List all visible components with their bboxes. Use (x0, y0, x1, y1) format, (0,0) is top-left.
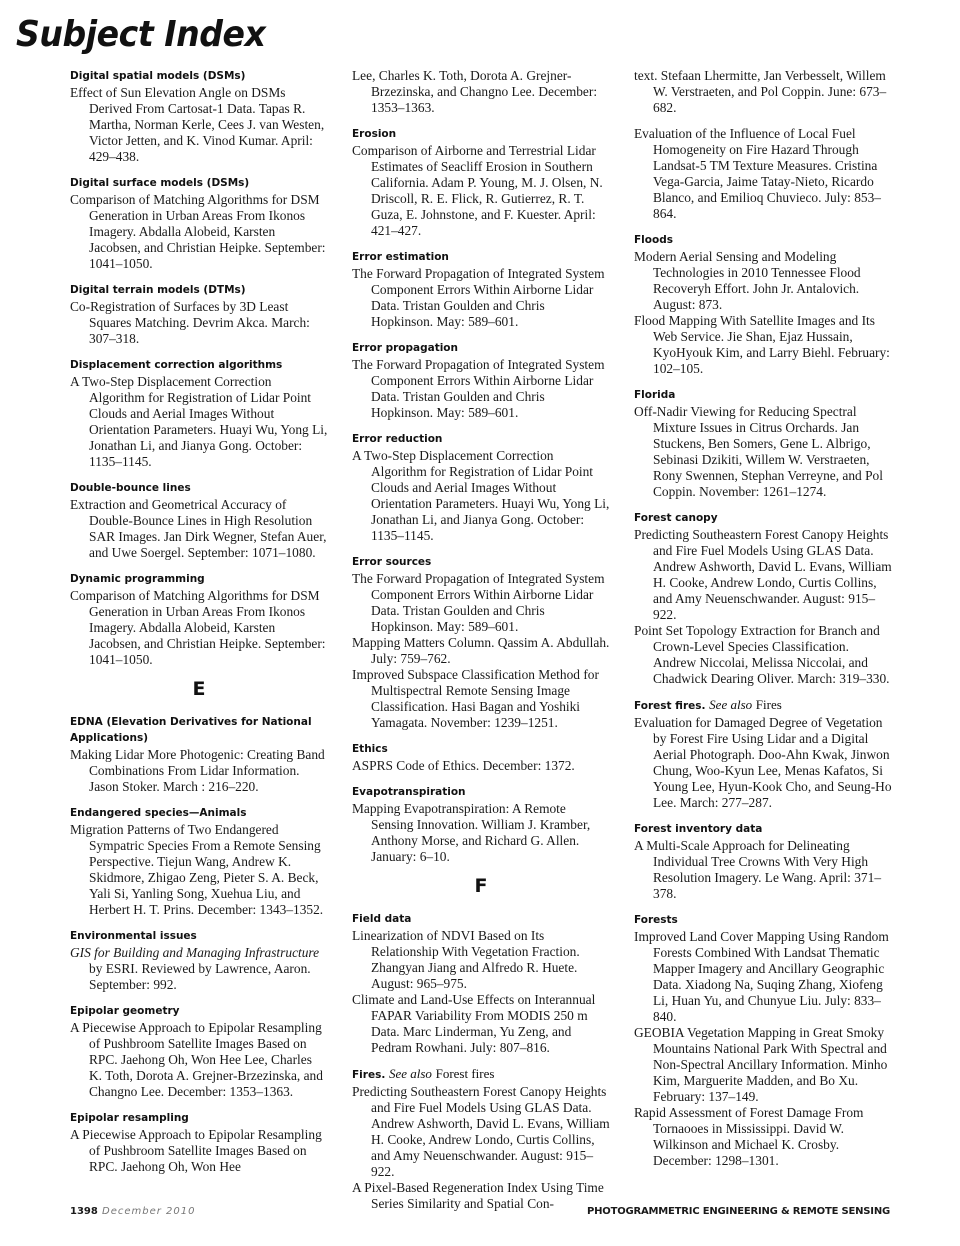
heading-text: Forests (634, 914, 678, 926)
index-entry (70, 805, 328, 918)
heading-text: Digital surface models (DSMs) (70, 177, 250, 189)
citation-title-italic: GIS for Building and Managing Infrastructure (70, 945, 320, 960)
citation: Mapping Matters Column. Qassim A. Abdullah. July: 759–762. (352, 635, 610, 666)
citation: Flood Mapping With Satellite Images and Its Web Service. Jie Shan, Ejaz Hussain, KyoHyouk Kim, and Larry Biehl. February: 102–105. (634, 313, 890, 376)
entry-heading (352, 1066, 610, 1083)
citation: Extraction and Geometrical Accuracy of Double-Bounce Lines in High Resolution SAR Images. Jan Dirk Wegner, Stefan Auer, and Uwe Soergel. September: 1071–1080. (70, 497, 327, 560)
citation: A Two-Step Displacement Correction Algorithm for Registration of Lidar Point Clouds and Aerial Images Without Orientation Parameters. Huayi Wu, Yong Li, Jonathan Li, and Jianya Gong. October: 1135–1145. (352, 448, 610, 543)
index-entry (70, 282, 328, 347)
citation: Evaluation of the Influence of Local Fuel Homogeneity on Fire Hazard Through Landsat-5 TM Texture Measures. Cristina Vega-Garcia, Jaime Tatay-Nieto, Ricardo Blanco, and Emilioq Chuvieco. July: 853–864. (634, 126, 881, 221)
heading-text: Field data (352, 913, 412, 925)
heading-text: Florida (634, 389, 676, 401)
issue-date: December 2010 (102, 1206, 196, 1217)
entry-heading (634, 821, 892, 837)
citation: Lee, Charles K. Toth, Dorota A. Grejner-Brzezinska, and Changno Lee. December: 1353–1363. (352, 68, 598, 115)
heading-text: Evapotranspiration (352, 786, 466, 798)
citation: Linearization of NDVI Based on Its Relationship With Vegetation Fraction. Zhangyan Jiang and Alfredo R. Huete. August: 965–975. (352, 928, 580, 991)
citation: A Multi-Scale Approach for Delineating Individual Tree Crowns With Very High Resolution Imagery. Le Wang. April: 371–378. (634, 838, 882, 901)
heading-text: Forest canopy (634, 512, 718, 524)
entry-heading (70, 480, 328, 496)
index-entry (352, 554, 610, 731)
heading-text: Forest inventory data (634, 823, 763, 835)
citation: A Two-Step Displacement Correction Algorithm for Registration of Lidar Point Clouds and Aerial Images Without Orientation Parameters. Huayi Wu, Yong Li, Jonathan Li, and Jianya Gong. October: 1135–1145. (70, 374, 328, 469)
citation: A Piecewise Approach to Epipolar Resampling of Pushbroom Satellite Images Based on RPC. Jaehong Oh, Won Hee (70, 1127, 322, 1174)
heading-text: Error sources (352, 556, 432, 568)
index-entry (70, 714, 328, 795)
see-also-reference: Forest fires (435, 1066, 495, 1081)
index-entry (352, 784, 610, 865)
index-entry (634, 387, 892, 500)
heading-text: Error reduction (352, 433, 443, 445)
heading-text: Dynamic programming (70, 573, 205, 585)
entry-heading (70, 357, 328, 373)
citation: Improved Subspace Classification Method for Multispectral Remote Sensing Image Classification. Hasi Bagan and Yoshiki Yamagata. November: 1239–1251. (352, 667, 599, 730)
see-also-reference: Fires (755, 697, 782, 712)
entry-heading (70, 571, 328, 587)
index-entry (352, 431, 610, 544)
heading-text: Displacement correction algorithms (70, 359, 283, 371)
citation: Comparison of Matching Algorithms for DSM Generation in Urban Areas From Ikonos Imagery. Abdalla Alobeid, Karsten Jacobsen, and Christian Heipke. September: 1041–1050. (70, 192, 326, 271)
citation: A Piecewise Approach to Epipolar Resampling of Pushbroom Satellite Images Based on RPC. Jaehong Oh, Won Hee Lee, Charles K. Toth, Dorota A. Grejner-Brzezinska, and Changno Lee. December: 1353–1363. (70, 1020, 323, 1099)
index-column-1 (70, 68, 328, 1185)
citation: Comparison of Matching Algorithms for DSM Generation in Urban Areas From Ikonos Imagery. Abdalla Alobeid, Karsten Jacobsen, and Christian Heipke. September: 1041–1050. (70, 588, 326, 667)
index-entry-continued (634, 126, 892, 222)
heading-text: Epipolar geometry (70, 1005, 180, 1017)
index-entry (352, 249, 610, 330)
entry-heading (352, 911, 610, 927)
index-entry-continued (352, 68, 610, 116)
citation: Effect of Sun Elevation Angle on DSMs Derived From Cartosat-1 Data. Tapas R. Martha, Norman Kerle, Cees J. van Westen, Victor Jetten, and K. Vinod Kumar. April: 429–438. (70, 85, 325, 164)
index-entry (634, 912, 892, 1169)
index-entry (352, 126, 610, 239)
index-entry (70, 1003, 328, 1100)
citation: Co-Registration of Surfaces by 3D Least Squares Matching. Devrim Akca. March: 307–318. (70, 299, 310, 346)
citation: Off-Nadir Viewing for Reducing Spectral Mixture Issues in Citrus Orchards. Jan Stuckens, Ben Somers, Gene L. Albrigo, Sebinasi Dzikiti, Willem W. Verstraeten, Rony Swennen, Stephan Verreyne, and Pol Coppin. November: 1261–1274. (634, 404, 883, 499)
entry-heading (352, 784, 610, 800)
heading-text: Endangered species—Animals (70, 807, 247, 819)
index-entry (352, 911, 610, 1056)
entry-heading (352, 340, 610, 356)
page-footer (70, 1206, 890, 1222)
entry-heading (352, 741, 610, 757)
heading-text: Digital terrain models (DTMs) (70, 284, 246, 296)
index-entry (70, 480, 328, 561)
heading-text: Error estimation (352, 251, 449, 263)
citation: Point Set Topology Extraction for Branch and Crown-Level Species Classification. Andrew Niccolai, Melissa Niccolai, and Chadwick Dearing Oliver. March: 319–330. (634, 623, 890, 686)
entry-heading (352, 249, 610, 265)
heading-text: Fires. (352, 1069, 386, 1081)
entry-heading (352, 554, 610, 570)
citation: GEOBIA Vegetation Mapping in Great Smoky Mountains National Park With Spectral and Non-Spectral Ancillary Information. Minho Kim, Marguerite Madden, and Bo Xu. February: 137–149. (634, 1025, 888, 1104)
citation: Evaluation for Damaged Degree of Vegetation by Forest Fire Using Lidar and a Digital Aerial Photograph. Doo-Ahn Kwak, Jinwon Chung, Woo-Kyun Lee, Menas Kafatos, Si Young Lee, Hyun-Kook Cho, and Seung-Ho Lee. March: 277–287. (634, 715, 892, 810)
entry-heading (70, 928, 328, 944)
heading-text: Forest fires. (634, 700, 706, 712)
entry-heading (634, 697, 892, 714)
entry-heading (352, 126, 610, 142)
citation: Rapid Assessment of Forest Damage From Tornaooes in Mississippi. David W. Wilkinson and Michael K. Crosby. December: 1298–1301. (634, 1105, 864, 1168)
citation: The Forward Propagation of Integrated System Component Errors Within Airborne Lidar Data. Tristan Goulden and Chris Hopkinson. May: 589–601. (352, 357, 605, 420)
index-entry (352, 741, 610, 774)
citation: Making Lidar More Photogenic: Creating Band Combinations From Lidar Information. Jason Stoker. March : 216–220. (70, 747, 325, 794)
see-also-label: See also (388, 1066, 432, 1081)
index-entry (352, 1066, 610, 1212)
heading-text: Double-bounce lines (70, 482, 191, 494)
page-number: 1398 (70, 1206, 98, 1217)
entry-heading (70, 1110, 328, 1126)
index-entry (70, 175, 328, 272)
index-entry (70, 1110, 328, 1175)
index-entry (634, 232, 892, 377)
heading-text: Environmental issues (70, 930, 197, 942)
index-entry (70, 68, 328, 165)
index-column-2 (352, 68, 610, 1222)
citation: Comparison of Airborne and Terrestrial Lidar Estimates of Seacliff Erosion in Southern California. Adam P. Young, M. J. Olsen, N. Driscoll, R. E. Flick, R. Gutierrez, R. T. Guza, E. Johnstone, and F. Kuester. April: 421–427. (352, 143, 603, 238)
index-column-3 (634, 68, 892, 1179)
citation: Migration Patterns of Two Endangered Sympatric Species From a Remote Sensing Perspective. Tiejun Wang, Andrew K. Skidmore, Zhigao Zeng, Pieter S. A. Beck, Yali Si, Yanling Song, Xuehua Liu, and Herbert H. T. Prins. December: 1343–1352. (70, 822, 324, 917)
citation: Modern Aerial Sensing and Modeling Technologies in 2010 Tennessee Flood Recoveryh Effort. John Jr. Antalovich. August: 873. (634, 249, 861, 312)
section-letter: E (192, 678, 206, 700)
citation: Mapping Evapotranspiration: A Remote Sensing Innovation. William J. Kramber, Anthony Morse, and Richard G. Allen. January: 6–10. (352, 801, 591, 864)
citation: Improved Land Cover Mapping Using Random Forests Combined With Landsat Thematic Mapper Imagery and Ancillary Geographic Data. Xiadong Na, Suqing Zhang, Xiofeng Li, Huan Yu, and Chunyue Liu. July: 833–840. (634, 929, 889, 1024)
entry-heading (352, 431, 610, 447)
index-entry (634, 510, 892, 687)
citation: Predicting Southeastern Forest Canopy Heights and Fire Fuel Models Using GLAS Data. Andrew Ashworth, David L. Evans, William H. Cooke, Andrew Londo, Curtis Collins, and Amy Neuenschwander. August: 915–922. (634, 527, 892, 622)
entry-heading (634, 510, 892, 526)
index-entry (634, 821, 892, 902)
entry-heading (70, 282, 328, 298)
citation (70, 945, 328, 993)
heading-text: Error propagation (352, 342, 458, 354)
index-entry (70, 357, 328, 470)
heading-text: Epipolar resampling (70, 1112, 189, 1124)
citation: A Pixel-Based Regeneration Index Using Time Series Similarity and Spatial Con- (352, 1180, 604, 1211)
heading-text: Erosion (352, 128, 397, 140)
entry-heading (70, 714, 328, 746)
index-entry (70, 928, 328, 993)
journal-name: PHOTOGRAMMETRIC ENGINEERING & REMOTE SENSING (586, 1206, 890, 1217)
entry-heading (70, 175, 328, 191)
entry-heading (634, 912, 892, 928)
heading-text: Ethics (352, 743, 388, 755)
citation: Climate and Land-Use Effects on Interannual FAPAR Variability From MODIS 250 m Data. Marc Linderman, Yu Zeng, and Pedram Rowhani. July: 807–816. (352, 992, 596, 1055)
heading-text: Digital spatial models (DSMs) (70, 70, 246, 82)
citation: text. Stefaan Lhermitte, Jan Verbesselt, Willem W. Verstraeten, and Pol Coppin. June: 673–682. (634, 68, 887, 115)
index-entry (634, 697, 892, 811)
entry-heading (70, 68, 328, 84)
see-also-label: See also (709, 697, 753, 712)
index-entry-continued (634, 68, 892, 116)
citation: The Forward Propagation of Integrated System Component Errors Within Airborne Lidar Data. Tristan Goulden and Chris Hopkinson. May: 589–601. (352, 571, 605, 634)
index-entry (352, 340, 610, 421)
entry-heading (70, 1003, 328, 1019)
page-title: Subject Index (16, 14, 266, 55)
citation-rest: by ESRI. Reviewed by Lawrence, Aaron. September: 992. (89, 961, 311, 992)
heading-text: EDNA (Elevation Derivatives for National Applications) (70, 716, 312, 744)
citation: The Forward Propagation of Integrated System Component Errors Within Airborne Lidar Data. Tristan Goulden and Chris Hopkinson. May: 589–601. (352, 266, 605, 329)
citation: ASPRS Code of Ethics. December: 1372. (352, 758, 575, 773)
entry-heading (634, 232, 892, 248)
entry-heading (634, 387, 892, 403)
heading-text: Floods (634, 234, 673, 246)
section-letter: F (474, 875, 488, 897)
entry-heading (70, 805, 328, 821)
index-entry (70, 571, 328, 668)
citation: Predicting Southeastern Forest Canopy Heights and Fire Fuel Models Using GLAS Data. Andrew Ashworth, David L. Evans, William H. Cooke, Andrew Londo, Curtis Collins, and Amy Neuenschwander. August: 915–922. (352, 1084, 610, 1179)
